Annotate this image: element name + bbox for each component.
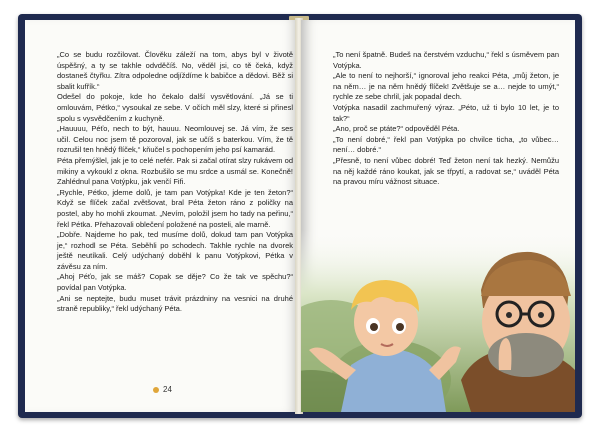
paragraph: „Přesně, to není vůbec dobré! Teď žeton není tak hezký. Nemůžu na něj každé ráno koukat, jak se třpytí, a radovat se,“ uváděl Péta na pravou míru vážnost situace. <box>333 155 559 187</box>
paragraph: Péta přemýšlel, jak je to celé nefér. Pak si začal otírat slzy rukávem od mikiny a vykoukl z okna. Rozbušilo se mu srdce a usmál se. Konečně! Zahlédnul pana Votýpku, jak venčí Fifi. <box>57 155 293 187</box>
paragraph: „Ano, proč se ptáte?“ odpověděl Péta. <box>333 124 460 134</box>
paragraph: „Rychle, Pétko, jdeme dolů, je tam pan Votýpka! Kde je ten žeton?“ Když se flíček začal zvětšovat, bral Péta žeton ráno z poličky na postel, aby ho mohli zkoumat. „Nevím, položil jsem ho tady na peřinu,“ řekl Pétka. Přehazovali oblečení položené na posteli, ale marně. <box>57 187 293 229</box>
left-page-text <box>57 50 293 315</box>
paragraph: Odešel do pokoje, kde ho čekalo další vysvětlování. „Já se ti omlouvám, Pétko,“ vysoukal ze sebe. V očích měl slzy, které si přinesl spolu s vysvědčením z kuchyně. <box>57 92 293 123</box>
paragraph: „Dobře. Najdeme ho pak, ted musíme dolů, dokud tam pan Votýpka je,“ rozhodl se Péta. Seběhli po schodech. Takhle rychle na dvorek ještě neutíkali. Celý udýchaný doběhl k panu Votýpkovi, Pétka v závěsu za ním. <box>57 230 293 271</box>
right-page <box>301 20 575 412</box>
paragraph: „To není dobré,“ řekl pan Votýpka po chvilce ticha, „to vůbec… není… dobré.“ <box>333 134 559 155</box>
paragraph: Votýpka nasadil zachmuřený výraz. „Péto, už ti bylo 10 let, je to tak?“ <box>333 102 559 123</box>
right-page-text <box>333 50 559 188</box>
paragraph: „Ale to není to nejhorší,“ ignoroval jeho reakci Péta, „můj žeton, je na něm… je na něm hnědý flíček! Zvětšuje se a… nejde to umýt,“ rychle ze sebe chrlil, jak popadal dech. <box>333 71 559 102</box>
paragraph: „Hauuuu, Péťo, nech to být, hauuu. Neomlouvej se. Já vím, že ses učil. Celou noc jsem tě pozoroval, jak se učíš s baterkou. Vím, že tě rozrušil ten hnědý flíček,“ kňučel s pochopením jeho psí kamarád. <box>57 124 293 155</box>
page-number-label: 24 <box>163 385 172 394</box>
illustration-boy-and-man <box>301 230 575 412</box>
paragraph: „Ahoj Péťo, jak se máš? Copak se děje? Co že tak ve spěchu?“ povídal pan Votýpka. <box>57 272 293 293</box>
left-page <box>25 20 297 412</box>
page-number <box>153 385 172 394</box>
paragraph: „To není špatně. Budeš na čerstvém vzduchu,“ řekl s úsměvem pan Votýpka. <box>333 50 559 70</box>
page-number-dot-icon <box>153 387 159 393</box>
paragraph: „Co se budu rozčilovat. Člověku záleží na tom, abys byl v životě úspěšný, a ty se takhle odvděčíš. No, věděl jsi, co tě čeká, když dostaneš čtyřku. Zítra odpoledne odjíždíme k babičce a dědovi. Běž si sbalit kufřík.“ <box>57 50 293 91</box>
paragraph: „Ani se neptejte, budu muset trávit prázdniny na vesnici na druhé straně republiky,“ řekl udýchaný Péta. <box>57 293 293 314</box>
